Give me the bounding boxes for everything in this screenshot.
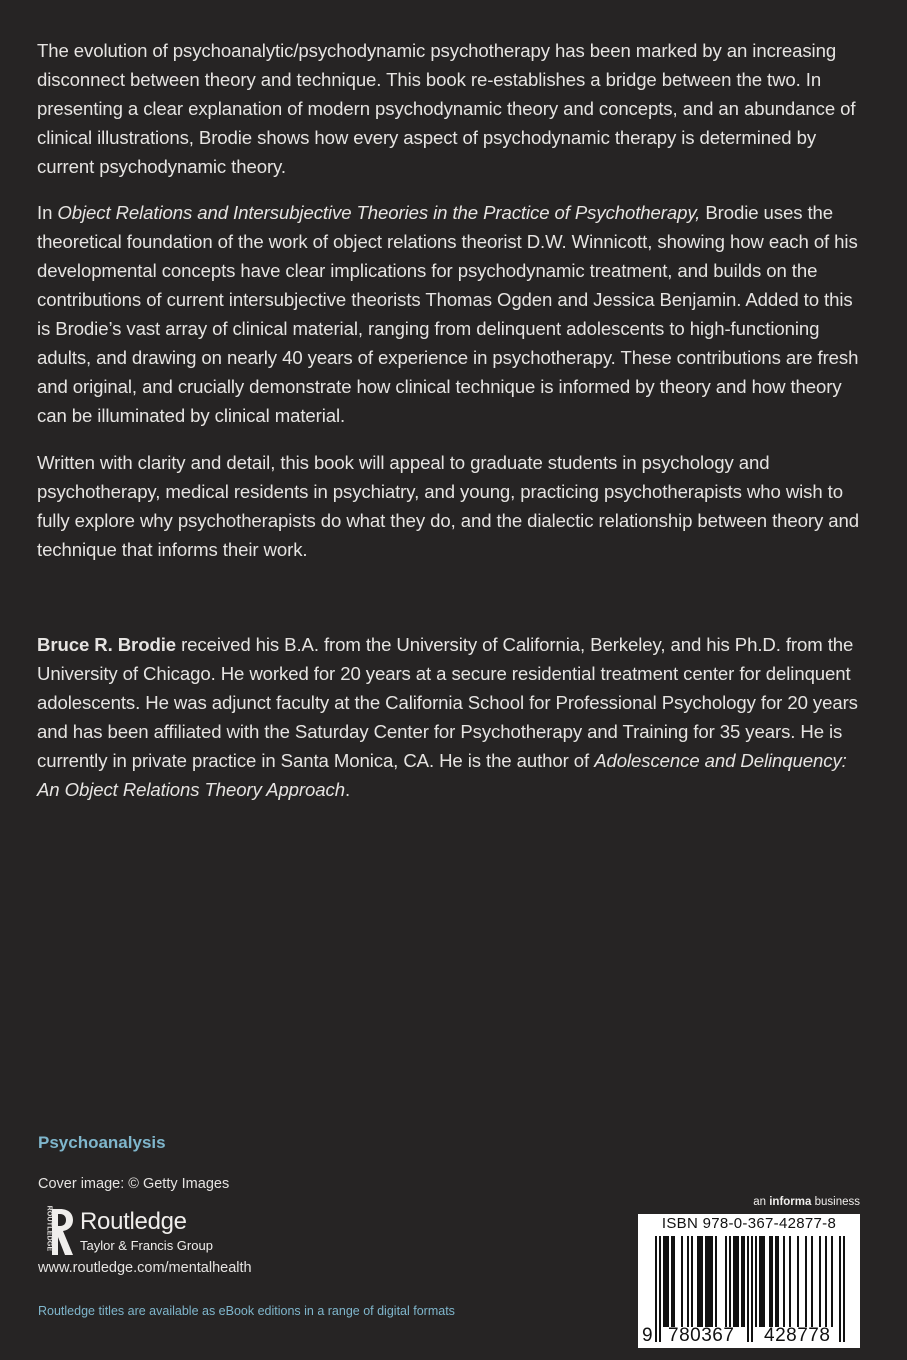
author-bio-text: received his B.A. from the University of California, Berkeley, and his Ph.D. from the University of Chicago. He worked for 20 years at a secure residential treatment center for delinquent adolescents. He was adjunct faculty at the California School for Professional Psychology for 20 years and has been affiliated with the Saturday Center for Psychotherapy and Training for 35 years. He is currently in private practice in Santa Monica, CA. He is the author of (37, 634, 858, 771)
barcode-bar (671, 1236, 675, 1327)
barcode-bar (733, 1236, 739, 1327)
barcode-right-digits: 428778 (764, 1325, 831, 1346)
barcode-bar (789, 1236, 791, 1327)
barcode-bar (819, 1236, 821, 1327)
isbn-barcode (638, 1214, 860, 1348)
barcode-bar (831, 1236, 833, 1327)
barcode-bar (769, 1236, 773, 1327)
barcode-bar (697, 1236, 703, 1327)
barcode-bar (755, 1236, 757, 1327)
barcode-bar (825, 1236, 827, 1327)
publisher-name: Routledge (80, 1208, 187, 1235)
description-text-prefix: In (37, 202, 58, 223)
barcode-bar (659, 1236, 661, 1342)
barcode-bar (775, 1236, 779, 1327)
barcode-bar (839, 1236, 841, 1342)
barcode-bar (805, 1236, 807, 1327)
barcode-bar (663, 1236, 669, 1327)
informa-brand: informa (769, 1196, 812, 1208)
previous-book-title: Adolescence and Delinquency: An Object Relations Theory Approach (37, 750, 847, 800)
barcode-bar (741, 1236, 745, 1327)
author-bio (37, 630, 869, 804)
barcode-bar (797, 1236, 799, 1327)
description-text-rest: Brodie uses the theoretical foundation of the work of object relations theorist D.W. Winnicott, showing how each of his developmental concepts have clear implications for psychodynamic treatment, and builds on the contributions of current intersubjective theorists Thomas Ogden and Jessica Benjamin. Added to this is Brodie’s vast array of clinical material, ranging from delinquent adolescents to high-functioning adults, and drawing on nearly 40 years of experience in psychotherapy. These contributions are fresh and original, and crucially demonstrate how clinical technique is informed by theory and how theory can be illuminated by clinical material. (37, 202, 859, 426)
barcode-bar (751, 1236, 753, 1342)
publisher-logo (38, 1207, 278, 1259)
publisher-website[interactable]: www.routledge.com/mentalhealth (38, 1260, 252, 1276)
barcode-bar (655, 1236, 657, 1342)
barcode-bar (747, 1236, 749, 1342)
barcode-bar (759, 1236, 765, 1327)
publisher-group: Taylor & Francis Group (80, 1238, 213, 1253)
barcode-bar (843, 1236, 845, 1342)
barcode-bar (681, 1236, 683, 1327)
ebook-note: Routledge titles are available as eBook editions in a range of digital formats (38, 1304, 455, 1318)
description-text: The evolution of psychoanalytic/psychodynamic psychotherapy has been marked by an increasing disconnect between theory and technique. This book re-establishes a bridge between the two. In presenting a clear explanation of modern psychodynamic theory and concepts, and an abundance of clinical illustrations, Brodie shows how every aspect of psychodynamic therapy is determined by current psychodynamic theory. (37, 40, 856, 177)
informa-tagline: an informa business (753, 1196, 860, 1208)
barcode-bar (725, 1236, 727, 1327)
author-name: Bruce R. Brodie (37, 634, 177, 655)
barcode-bar (715, 1236, 717, 1327)
barcode-bar (783, 1236, 785, 1327)
logo-vertical-text: ROUTLEDGE (45, 1205, 53, 1252)
routledge-r-icon (38, 1207, 74, 1257)
description-paragraph-1 (37, 36, 869, 181)
description-paragraph-2 (37, 198, 869, 430)
subject-category: Psychoanalysis (38, 1133, 166, 1152)
book-title: Object Relations and Intersubjective Theories in the Practice of Psychotherapy, (57, 202, 701, 223)
description-paragraph-3 (37, 448, 869, 564)
cover-credit: Cover image: © Getty Images (38, 1176, 230, 1192)
barcode-bar (705, 1236, 713, 1327)
barcode-bar (691, 1236, 693, 1327)
author-bio-end: . (344, 779, 351, 800)
barcode-bar (687, 1236, 689, 1327)
description-text: Written with clarity and detail, this book will appeal to graduate students in psychology and psychotherapy, medical residents in psychiatry, and young, practicing psychotherapists who wish to fully explore why psychotherapists do what they do, and the dialectic relationship between theory and technique that informs their work. (37, 452, 859, 560)
barcode-bar (811, 1236, 813, 1327)
barcode-bar (729, 1236, 731, 1327)
barcode-lead-digit: 9 (642, 1325, 654, 1346)
isbn-label: ISBN 978-0-367-42877-8 (661, 1215, 837, 1232)
barcode-left-digits: 780367 (668, 1325, 735, 1346)
